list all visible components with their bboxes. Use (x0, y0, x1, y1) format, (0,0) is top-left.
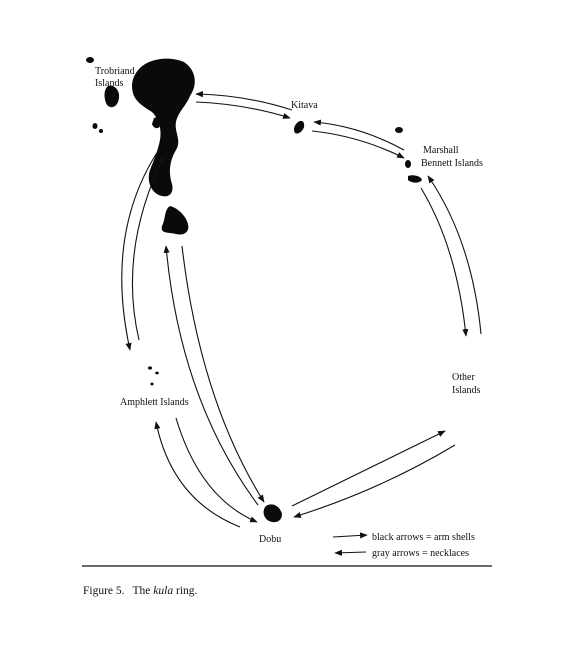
caption-figure-number: Figure 5. (83, 585, 125, 597)
caption-text-post: ring. (173, 585, 198, 597)
kitava-island (294, 121, 304, 134)
label-trobriand-line1: Trobriand (95, 66, 135, 77)
caption-text-italic: kula (153, 585, 174, 597)
arrow-dobu-to-amphlett (156, 422, 240, 527)
legend-gray-label: gray arrows = necklaces (372, 548, 469, 559)
label-trobriand-line2: Islands (95, 78, 124, 89)
label-marshall-line2: Bennett Islands (421, 158, 483, 169)
dobu-island (264, 504, 282, 522)
amphlett-islands (148, 366, 159, 385)
legend (333, 532, 475, 559)
arrow-other-to-marshall (428, 176, 481, 334)
label-marshall-line1: Marshall (423, 145, 459, 156)
arrow-trobriand-to-kitava (196, 102, 290, 118)
marshall-bennett-islands (395, 127, 422, 183)
arrow-marshall-to-kitava (314, 122, 404, 150)
arrow-kitava-to-marshall (312, 131, 404, 158)
label-dobu: Dobu (259, 534, 282, 545)
arrow-other-to-dobu (294, 445, 455, 517)
arrow-kitava-to-trobriand (196, 94, 292, 110)
arrow-dobu-to-other (292, 431, 445, 506)
legend-black-label: black arrows = arm shells (372, 532, 475, 543)
legend-gray-arrow (335, 552, 366, 553)
arrow-amphlett-to-dobu (176, 418, 257, 522)
label-kitava: Kitava (291, 100, 318, 111)
arrow-marshall-to-other (421, 188, 466, 336)
legend-black-arrow (333, 535, 367, 537)
label-other-line2: Islands (452, 385, 481, 396)
label-other-line1: Other (452, 372, 475, 383)
figure-caption (83, 585, 198, 597)
label-amphlett: Amphlett Islands (120, 397, 189, 408)
caption-text-pre: The (132, 585, 154, 597)
